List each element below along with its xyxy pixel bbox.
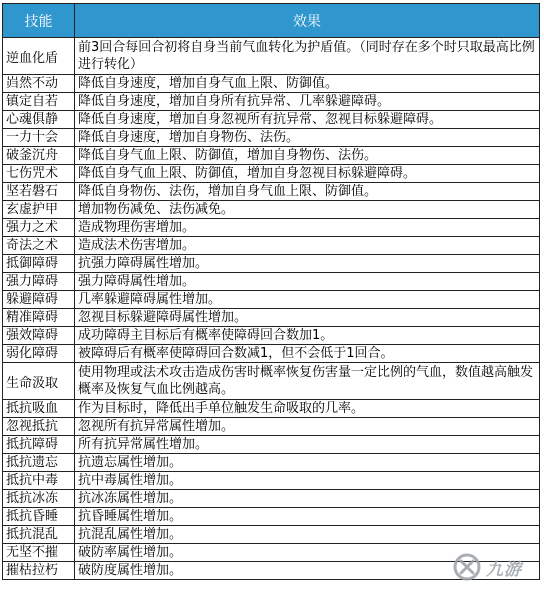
skill-effect-cell: 忽视目标躲避障碍属性增加。 [75, 309, 540, 327]
skill-name-cell: 奇法之术 [3, 237, 75, 255]
skill-effect-cell: 抗中毒属性增加。 [75, 472, 540, 490]
skill-name-cell: 破釜沉舟 [3, 147, 75, 165]
skill-effect-cell: 降低自身速度，增加自身物伤、法伤。 [75, 129, 540, 147]
skill-name-cell: 七伤咒术 [3, 165, 75, 183]
skill-effect-cell: 降低自身物伤、法伤，增加自身气血上限、防御值。 [75, 183, 540, 201]
skill-effect-cell: 几率躲避障碍属性增加。 [75, 291, 540, 309]
skill-effect-cell: 强力障碍属性增加。 [75, 273, 540, 291]
skill-name-cell: 躲避障碍 [3, 291, 75, 309]
skill-name-cell: 无坚不摧 [3, 544, 75, 562]
table-row [3, 490, 540, 508]
table-row [3, 526, 540, 544]
column-header-effect: 效果 [75, 4, 540, 38]
skill-name-cell: 生命汲取 [3, 363, 75, 400]
skill-name-cell: 一力十会 [3, 129, 75, 147]
skill-name-cell: 坚若磐石 [3, 183, 75, 201]
skill-effect-cell: 抗昏睡属性增加。 [75, 508, 540, 526]
table-row [3, 291, 540, 309]
table-body [3, 38, 540, 580]
skill-name-cell: 抵抗障碍 [3, 436, 75, 454]
skill-name-cell: 摧枯拉朽 [3, 562, 75, 580]
skill-name-cell: 弱化障碍 [3, 345, 75, 363]
skill-name-cell: 抵抗遗忘 [3, 454, 75, 472]
table-row [3, 273, 540, 291]
table-row [3, 436, 540, 454]
skill-effect-cell: 抗遗忘属性增加。 [75, 454, 540, 472]
skill-effect-cell: 降低自身速度，增加自身气血上限、防御值。 [75, 75, 540, 93]
skill-name-cell: 岿然不动 [3, 75, 75, 93]
table-row [3, 327, 540, 345]
skill-effect-cell: 作为目标时，降低出手单位触发生命吸取的几率。 [75, 400, 540, 418]
skill-name-cell: 抵抗混乱 [3, 526, 75, 544]
skill-name-cell: 忽视抵抗 [3, 418, 75, 436]
table-row [3, 219, 540, 237]
table-row [3, 147, 540, 165]
skill-effect-cell: 成功障碍主目标后有概率使障碍回合数加1。 [75, 327, 540, 345]
table-row [3, 508, 540, 526]
skill-effect-cell: 破防度属性增加。 [75, 562, 540, 580]
table-row [3, 345, 540, 363]
skill-effect-cell: 降低自身速度，增加自身所有抗异常、几率躲避障碍。 [75, 93, 540, 111]
skill-effect-cell: 降低自身速度，增加自身忽视所有抗异常、忽视目标躲避障碍。 [75, 111, 540, 129]
skill-effect-cell: 降低自身气血上限、防御值，增加自身忽视目标躲避障碍。 [75, 165, 540, 183]
skill-name-cell: 抵抗中毒 [3, 472, 75, 490]
skill-name-cell: 强力障碍 [3, 273, 75, 291]
table-row [3, 418, 540, 436]
skill-effect-cell: 抗冰冻属性增加。 [75, 490, 540, 508]
skill-effect-cell: 造成物理伤害增加。 [75, 219, 540, 237]
table-row [3, 93, 540, 111]
table-row [3, 111, 540, 129]
table-row [3, 201, 540, 219]
skill-name-cell: 抵抗吸血 [3, 400, 75, 418]
skill-name-cell: 强效障碍 [3, 327, 75, 345]
column-header-skill: 技能 [3, 4, 75, 38]
watermark [452, 549, 538, 585]
skill-name-cell: 心魂俱静 [3, 111, 75, 129]
skill-name-cell: 抵御障碍 [3, 255, 75, 273]
table-row [3, 183, 540, 201]
skill-effect-cell: 降低自身气血上限、防御值，增加自身物伤、法伤。 [75, 147, 540, 165]
skill-effect-cell: 使用物理或法术攻击造成伤害时概率恢复伤害量一定比例的气血，数值越高触发概率及恢复气血比例越高。 [75, 363, 540, 400]
skill-name-cell: 镇定自若 [3, 93, 75, 111]
nine-game-logo-icon [452, 552, 482, 582]
skill-effect-cell: 破防率属性增加。 [75, 544, 540, 562]
table-row [3, 472, 540, 490]
table-row [3, 237, 540, 255]
table-row [3, 129, 540, 147]
skill-effect-cell: 抗混乱属性增加。 [75, 526, 540, 544]
skills-table [2, 3, 540, 580]
skill-name-cell: 玄虚护甲 [3, 201, 75, 219]
table-row [3, 400, 540, 418]
skill-effect-cell: 忽视所有抗异常属性增加。 [75, 418, 540, 436]
skill-name-cell: 逆血化盾 [3, 38, 75, 75]
skill-effect-cell: 增加物伤减免、法伤减免。 [75, 201, 540, 219]
table-row [3, 255, 540, 273]
table-row [3, 454, 540, 472]
table-row [3, 309, 540, 327]
skill-effect-cell: 造成法术伤害增加。 [75, 237, 540, 255]
table-row [3, 75, 540, 93]
table-row [3, 363, 540, 400]
skill-name-cell: 精准障碍 [3, 309, 75, 327]
watermark-text: 九游 [486, 559, 522, 580]
skill-effect-cell: 被障碍后有概率使障碍回合数减1，但不会低于1回合。 [75, 345, 540, 363]
skill-name-cell: 抵抗冰冻 [3, 490, 75, 508]
table-row [3, 38, 540, 75]
skill-name-cell: 强力之术 [3, 219, 75, 237]
skill-name-cell: 抵抗昏睡 [3, 508, 75, 526]
skill-effect-cell: 所有抗异常属性增加。 [75, 436, 540, 454]
table-row [3, 165, 540, 183]
table-header-row [3, 4, 540, 38]
skill-effect-cell: 前3回合每回合初将自身当前气血转化为护盾值。（同时存在多个时只取最高比例进行转化） [75, 38, 540, 75]
skill-effect-cell: 抗强力障碍属性增加。 [75, 255, 540, 273]
